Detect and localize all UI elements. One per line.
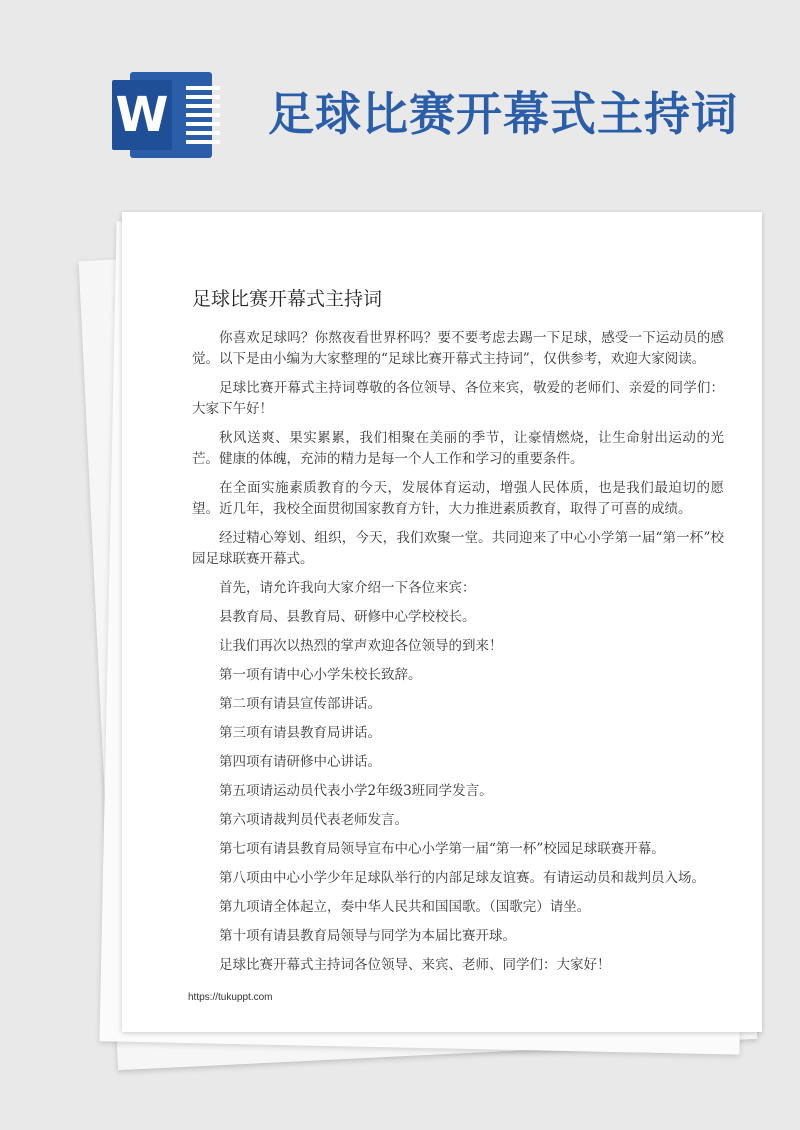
- paragraph: 第一项有请中心小学朱校长致辞。: [219, 667, 422, 683]
- paragraph: 经过精心筹划、组织，今天，我们欢聚一堂。共同迎来了中心小学第一届“第一杯”校园足球联赛开幕式。: [192, 530, 724, 567]
- paragraph: 你喜欢足球吗？你熬夜看世界杯吗？要不要考虑去踢一下足球，感受一下运动员的感觉。以下是由小编为大家整理的“足球比赛开幕式主持词”，仅供参考，欢迎大家阅读。: [192, 330, 724, 367]
- paragraph: 第三项有请县教育局讲话。: [219, 725, 381, 741]
- paragraph: 第十项有请县教育局领导与同学为本届比赛开球。: [219, 928, 516, 944]
- banner-title: 足球比赛开幕式主持词: [268, 87, 738, 141]
- document-body: [192, 328, 724, 984]
- paragraph: 在全面实施素质教育的今天，发展体育运动，增强人民体质，也是我们最迫切的愿望。近几年，我校全面贯彻国家教育方针，大力推进素质教育，取得了可喜的成绩。: [192, 480, 724, 517]
- document-page: [122, 212, 762, 1032]
- paragraph: 第二项有请县宣传部讲话。: [219, 696, 381, 712]
- paragraph: 第四项有请研修中心讲话。: [219, 754, 381, 770]
- document-title: 足球比赛开幕式主持词: [192, 288, 383, 310]
- paragraph: 第七项有请县教育局领导宣布中心小学第一届“第一杯”校园足球联赛开幕。: [219, 841, 665, 857]
- footer-url: https://tukuppt.com: [188, 992, 273, 1003]
- word-document-icon: [112, 72, 212, 158]
- paragraph: 让我们再次以热烈的掌声欢迎各位领导的到来！: [219, 638, 503, 654]
- paragraph: 第九项请全体起立，奏中华人民共和国国歌。（国歌完）请坐。: [219, 899, 591, 915]
- word-icon-lines: [186, 86, 220, 149]
- paragraph: 首先，请允许我向大家介绍一下各位来宾：: [219, 580, 476, 596]
- paragraph: 足球比赛开幕式主持词尊敬的各位领导、各位来宾，敬爱的老师们、亲爱的同学们：大家下午好！: [192, 380, 724, 417]
- paragraph: 足球比赛开幕式主持词各位领导、来宾、老师、同学们：大家好！: [219, 957, 611, 973]
- paragraph: 第八项由中心小学少年足球队举行的内部足球友谊赛。有请运动员和裁判员入场。: [219, 870, 705, 886]
- header-banner: [0, 0, 800, 200]
- paragraph: 秋风送爽、果实累累，我们相聚在美丽的季节，让豪情燃烧，让生命射出运动的光芒。健康的体魄，充沛的精力是每一个人工作和学习的重要条件。: [192, 430, 724, 467]
- paragraph: 第五项请运动员代表小学2年级3班同学发言。: [219, 783, 493, 799]
- paragraph: 第六项请裁判员代表老师发言。: [219, 812, 408, 828]
- paragraph: 县教育局、县教育局、研修中心学校校长。: [219, 609, 476, 625]
- word-icon-letter: W: [112, 80, 172, 150]
